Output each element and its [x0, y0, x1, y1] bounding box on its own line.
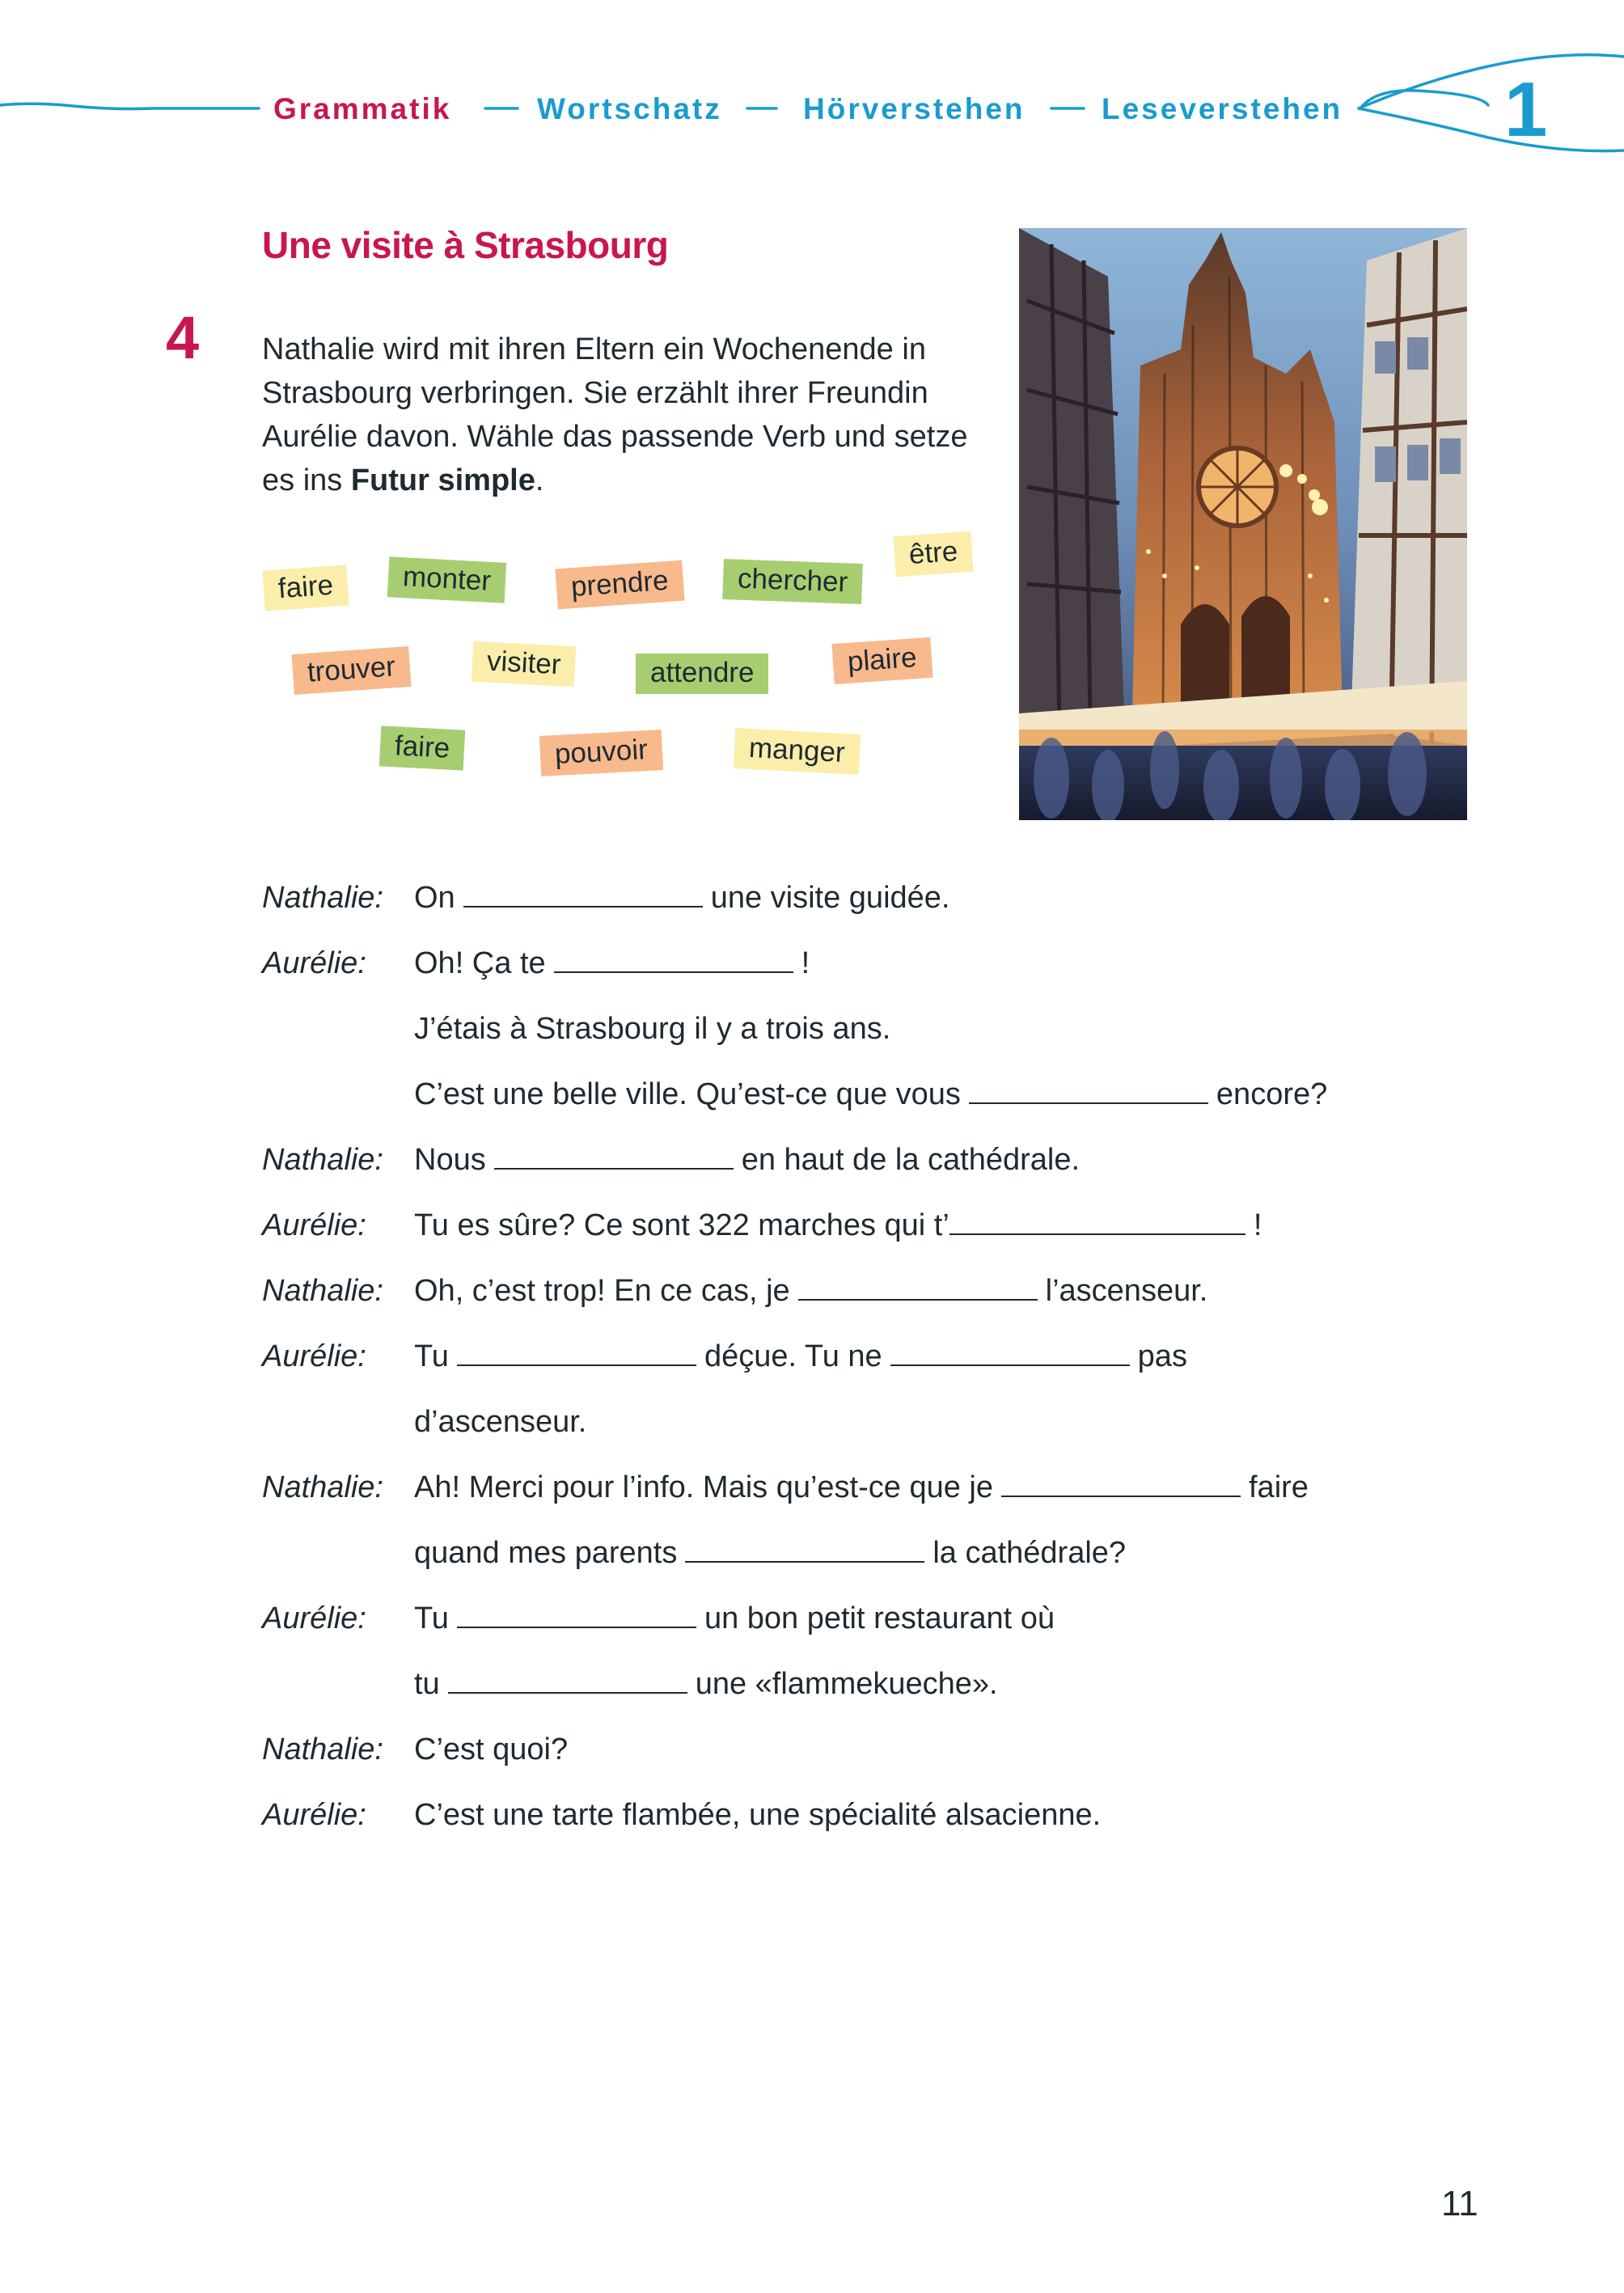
section-title: Une visite à Strasbourg — [262, 224, 669, 266]
answer-blank[interactable] — [554, 944, 793, 973]
speaker-label: Nathalie: — [262, 1470, 383, 1504]
exercise-instructions — [262, 328, 1006, 502]
dialogue-line: tu une «flammekueche». — [414, 1664, 998, 1704]
speaker-label: Aurélie: — [262, 1601, 366, 1635]
dialogue-line: C’est quoi? — [414, 1732, 569, 1766]
answer-blank[interactable] — [949, 1206, 1245, 1235]
dialogue-line: Ah! Merci pour l’info. Mais qu’est-ce que je faire — [414, 1467, 1309, 1508]
answer-blank[interactable] — [969, 1075, 1208, 1104]
exercise-number: 4 — [166, 304, 200, 371]
speaker-label: Aurélie: — [262, 1339, 366, 1373]
answer-blank[interactable] — [798, 1271, 1038, 1301]
nav-grammatik: Grammatik — [273, 92, 452, 125]
answer-blank[interactable] — [457, 1599, 696, 1628]
word-chip: être — [893, 531, 974, 577]
chapter-number: 1 — [1504, 66, 1548, 153]
word-chip: manger — [734, 728, 861, 775]
word-chip: pouvoir — [539, 730, 663, 776]
answer-blank[interactable] — [463, 878, 703, 907]
instructions-bold: Futur simple — [350, 463, 535, 497]
strasbourg-cathedral-photo — [1019, 228, 1467, 820]
speaker-label: Nathalie: — [262, 881, 383, 915]
word-chip: prendre — [555, 561, 684, 610]
speaker-label: Aurélie: — [262, 946, 366, 980]
word-chip: plaire — [831, 637, 933, 684]
dialogue-line: Tu déçue. Tu ne pas — [414, 1336, 1187, 1377]
word-chip: attendre — [636, 654, 768, 694]
speaker-label: Nathalie: — [262, 1274, 383, 1308]
dialogue-line: C’est une belle ville. Qu’est-ce que vous encore? — [414, 1074, 1327, 1115]
dialogue-line: C’est une tarte flambée, une spécialité alsacienne. — [414, 1798, 1102, 1832]
page-number: 11 — [1441, 2184, 1478, 2223]
speaker-label: Nathalie: — [262, 1143, 383, 1177]
answer-blank[interactable] — [494, 1140, 734, 1170]
dialogue-line: J’étais à Strasbourg il y a trois ans. — [414, 1012, 891, 1046]
dialogue-line: Tu es sûre? Ce sont 322 marches qui t’ ! — [414, 1205, 1262, 1246]
dialogue-line: Oh! Ça te ! — [414, 943, 810, 984]
header-decoration — [0, 0, 1624, 162]
speaker-label: Nathalie: — [262, 1732, 383, 1766]
answer-blank[interactable] — [685, 1534, 924, 1563]
dialogue-line: quand mes parents la cathédrale? — [414, 1533, 1126, 1573]
answer-blank[interactable] — [1001, 1468, 1241, 1497]
word-chip: trouver — [291, 646, 411, 695]
answer-blank[interactable] — [448, 1665, 687, 1694]
instructions-text: Nathalie wird mit ihren Eltern ein Wochenende in Strasbourg verbringen. Sie erzählt ihrer Freundin Aurélie davon. Wähle das passende Verb und setze es ins — [262, 332, 968, 497]
speaker-label: Aurélie: — [262, 1208, 366, 1242]
dialogue-line: Tu un bon petit restaurant où — [414, 1598, 1055, 1639]
dialogue-line: On une visite guidée. — [414, 878, 949, 918]
word-chip: visiter — [472, 641, 577, 687]
word-chip: faire — [262, 565, 349, 611]
nav-leseverstehen: Leseverstehen — [1102, 92, 1343, 125]
nav-wortschatz: Wortschatz — [537, 92, 722, 125]
dialogue-line: d’ascenseur. — [414, 1405, 587, 1439]
word-chip: monter — [387, 556, 506, 603]
dialogue-line: Nous en haut de la cathédrale. — [414, 1140, 1080, 1180]
word-chip: faire — [379, 726, 466, 770]
answer-blank[interactable] — [890, 1337, 1130, 1366]
word-chip: chercher — [722, 559, 863, 604]
nav-hoerverstehen: Hörverstehen — [803, 92, 1026, 125]
answer-blank[interactable] — [457, 1337, 696, 1366]
speaker-label: Aurélie: — [262, 1798, 366, 1832]
dialogue-line: Oh, c’est trop! En ce cas, je l’ascenseur. — [414, 1271, 1207, 1311]
instructions-end: . — [535, 463, 544, 497]
